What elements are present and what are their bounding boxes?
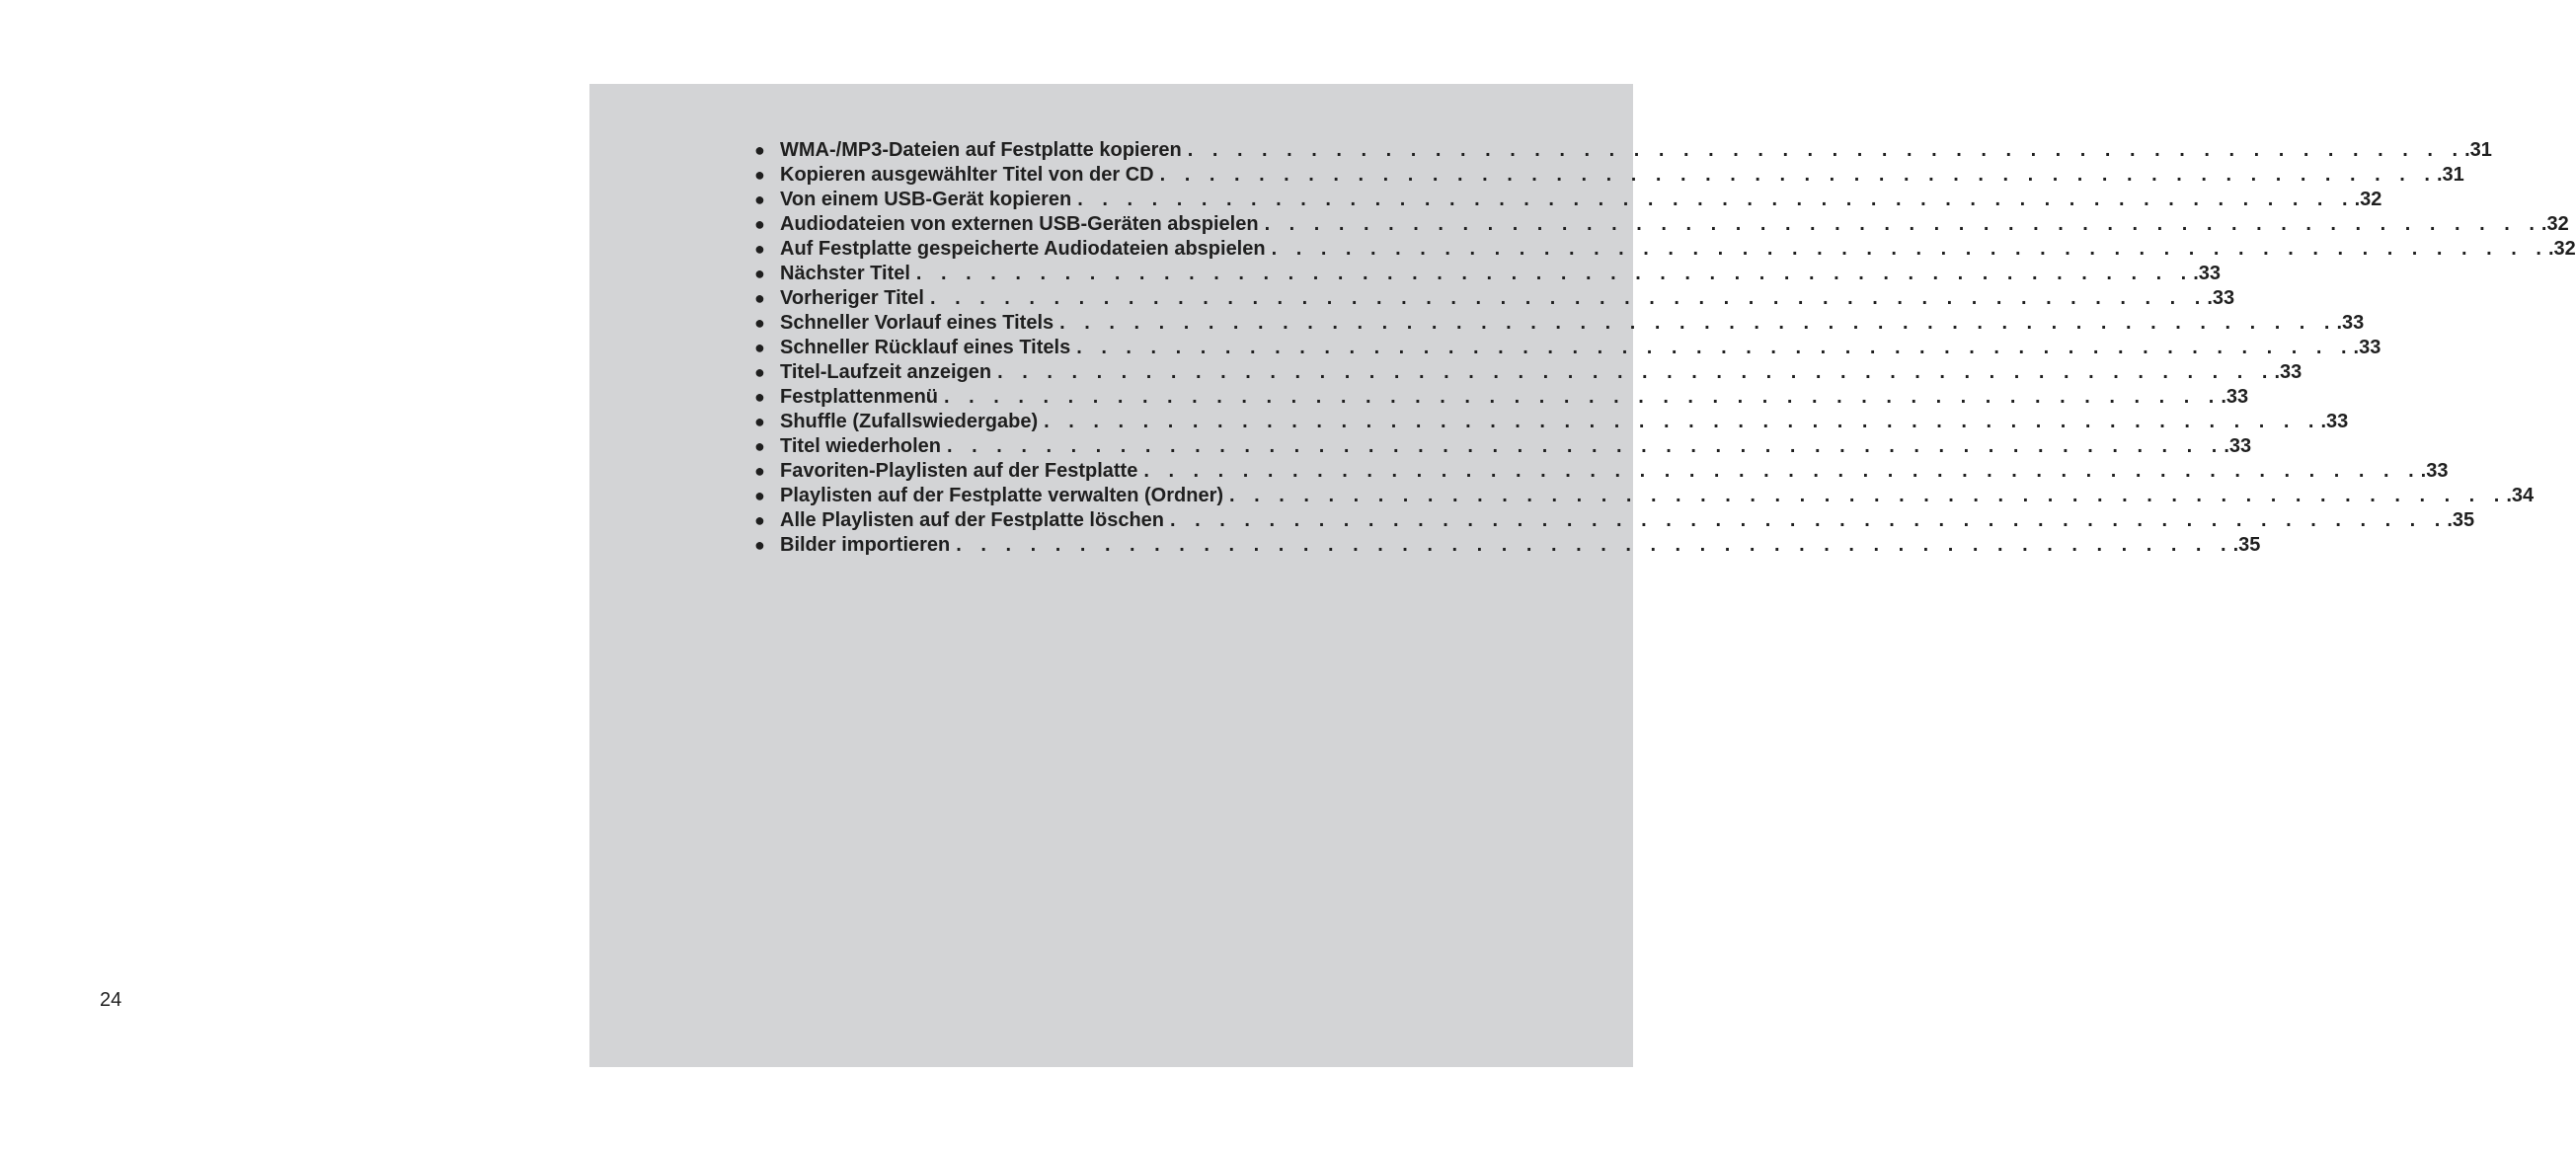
bullet-icon: ● — [754, 535, 765, 555]
toc-entry-page: .33 — [2336, 312, 2365, 334]
toc-entry-page: .33 — [2420, 460, 2449, 482]
dot-leader: . . . . . . . . . . . . . . . . . . . . . . . . . . . . . . . . . . . . . . . . . . . . . . . . . . . . — [944, 386, 2222, 408]
toc-entry — [754, 459, 2449, 484]
dot-leader: . . . . . . . . . . . . . . . . . . . . . . . . . . . . . . . . . . . . . . . . . . . . . . . . . . . . — [1187, 139, 2465, 161]
dot-leader: . . . . . . . . . . . . . . . . . . . . . . . . . . . . . . . . . . . . . . . . . . . . . . . . . . . . — [1159, 164, 2437, 186]
toc-entry-title: Audiodateien von externen USB-Geräten abspielen — [780, 213, 1259, 235]
toc-entry — [754, 508, 2475, 533]
toc-entry-title: Alle Playlisten auf der Festplatte löschen — [780, 509, 1165, 531]
toc-entry — [754, 138, 2492, 163]
bullet-icon: ● — [754, 140, 765, 160]
toc-entry — [754, 188, 2382, 212]
dot-leader: . . . . . . . . . . . . . . . . . . . . . . . . . . . . . . . . . . . . . . . . . . . . . . . . . . . . — [915, 263, 2194, 284]
toc-entry-page: .34 — [2506, 485, 2535, 506]
bullet-icon: ● — [754, 486, 765, 505]
dot-leader: . . . . . . . . . . . . . . . . . . . . . . . . . . . . . . . . . . . . . . . . . . . . . . . . . . . . — [1044, 411, 2321, 432]
bullet-icon: ● — [754, 214, 765, 234]
toc-entry-title: Schneller Vorlauf eines Titels — [780, 312, 1054, 334]
toc-entry-title: Bilder importieren — [780, 534, 951, 556]
toc-entry — [754, 286, 2235, 311]
dot-leader: . . . . . . . . . . . . . . . . . . . . . . . . . . . . . . . . . . . . . . . . . . . . . . . . . . . . — [1271, 238, 2548, 260]
toc-entry-title: Nächster Titel — [780, 263, 910, 284]
dot-leader: . . . . . . . . . . . . . . . . . . . . . . . . . . . . . . . . . . . . . . . . . . . . . . . . . . . . — [1170, 509, 2448, 531]
page-number: 24 — [100, 989, 122, 1011]
bullet-icon: ● — [754, 190, 765, 209]
toc-entry-title: Schneller Rücklauf eines Titels — [780, 337, 1071, 358]
dot-leader: . . . . . . . . . . . . . . . . . . . . . . . . . . . . . . . . . . . . . . . . . . . . . . . . . . . . — [1143, 460, 2421, 482]
toc-entry-title: WMA-/MP3-Dateien auf Festplatte kopieren — [780, 139, 1182, 161]
toc-entry-page: .33 — [2353, 337, 2381, 358]
toc-entry-page: .32 — [2540, 213, 2569, 235]
toc-entry — [754, 262, 2222, 286]
dot-leader: . . . . . . . . . . . . . . . . . . . . . . . . . . . . . . . . . . . . . . . . . . . . . . . . . . . . — [1059, 312, 2337, 334]
toc-entry-title: Von einem USB-Gerät kopieren — [780, 189, 1072, 210]
bullet-icon: ● — [754, 338, 765, 357]
toc-entry-page: .35 — [2447, 509, 2475, 531]
toc-entry-title: Playlisten auf der Festplatte verwalten (Ordner) — [780, 485, 1224, 506]
table-of-contents — [754, 138, 2576, 558]
toc-entry-page: .32 — [2547, 238, 2576, 260]
toc-entry — [754, 484, 2535, 508]
toc-entry-page: .33 — [2274, 361, 2303, 383]
toc-entry — [754, 385, 2249, 410]
toc-entry-title: Festplattenmenü — [780, 386, 939, 408]
toc-entry-page: .33 — [2207, 287, 2235, 309]
toc-entry-title: Titel wiederholen — [780, 435, 941, 457]
toc-entry — [754, 311, 2365, 336]
dot-leader: . . . . . . . . . . . . . . . . . . . . . . . . . . . . . . . . . . . . . . . . . . . . . . . . . . . . — [947, 435, 2225, 457]
bullet-icon: ● — [754, 461, 765, 481]
toc-entry — [754, 163, 2464, 188]
toc-entry-page: .33 — [2224, 435, 2252, 457]
toc-entry — [754, 434, 2252, 459]
toc-entry-page: .31 — [2436, 164, 2464, 186]
bullet-icon: ● — [754, 412, 765, 431]
bullet-icon: ● — [754, 239, 765, 259]
dot-leader: . . . . . . . . . . . . . . . . . . . . . . . . . . . . . . . . . . . . . . . . . . . . . . . . . . . . — [1076, 337, 2354, 358]
toc-entry-page: .33 — [2193, 263, 2222, 284]
toc-entry-page: .31 — [2464, 139, 2492, 161]
toc-entry-title: Auf Festplatte gespeicherte Audiodateien abspielen — [780, 238, 1266, 260]
toc-entry — [754, 533, 2261, 558]
toc-entry — [754, 410, 2349, 434]
bullet-icon: ● — [754, 165, 765, 185]
toc-entry-title: Shuffle (Zufallswiedergabe) — [780, 411, 1039, 432]
toc-entry — [754, 237, 2576, 262]
toc-entry-title: Favoriten-Playlisten auf der Festplatte — [780, 460, 1138, 482]
bullet-icon: ● — [754, 362, 765, 382]
dot-leader: . . . . . . . . . . . . . . . . . . . . . . . . . . . . . . . . . . . . . . . . . . . . . . . . . . . . — [997, 361, 2275, 383]
toc-entry-title: Vorheriger Titel — [780, 287, 924, 309]
bullet-icon: ● — [754, 387, 765, 407]
dot-leader: . . . . . . . . . . . . . . . . . . . . . . . . . . . . . . . . . . . . . . . . . . . . . . . . . . . . — [929, 287, 2208, 309]
dot-leader: . . . . . . . . . . . . . . . . . . . . . . . . . . . . . . . . . . . . . . . . . . . . . . . . . . . . — [1077, 189, 2355, 210]
toc-entry-title: Titel-Laufzeit anzeigen — [780, 361, 992, 383]
dot-leader: . . . . . . . . . . . . . . . . . . . . . . . . . . . . . . . . . . . . . . . . . . . . . . . . . . . . — [1264, 213, 2541, 235]
bullet-icon: ● — [754, 436, 765, 456]
toc-entry-page: .35 — [2232, 534, 2261, 556]
toc-entry — [754, 360, 2303, 385]
toc-entry-page: .32 — [2354, 189, 2382, 210]
bullet-icon: ● — [754, 264, 765, 283]
dot-leader: . . . . . . . . . . . . . . . . . . . . . . . . . . . . . . . . . . . . . . . . . . . . . . . . . . . . — [956, 534, 2233, 556]
bullet-icon: ● — [754, 510, 765, 530]
dot-leader: . . . . . . . . . . . . . . . . . . . . . . . . . . . . . . . . . . . . . . . . . . . . . . . . . . . . — [1229, 485, 2507, 506]
toc-entry — [754, 336, 2381, 360]
toc-entry — [754, 212, 2569, 237]
toc-entry-title: Kopieren ausgewählter Titel von der CD — [780, 164, 1154, 186]
bullet-icon: ● — [754, 313, 765, 333]
bullet-icon: ● — [754, 288, 765, 308]
toc-entry-page: .33 — [2221, 386, 2249, 408]
toc-entry-page: .33 — [2320, 411, 2349, 432]
